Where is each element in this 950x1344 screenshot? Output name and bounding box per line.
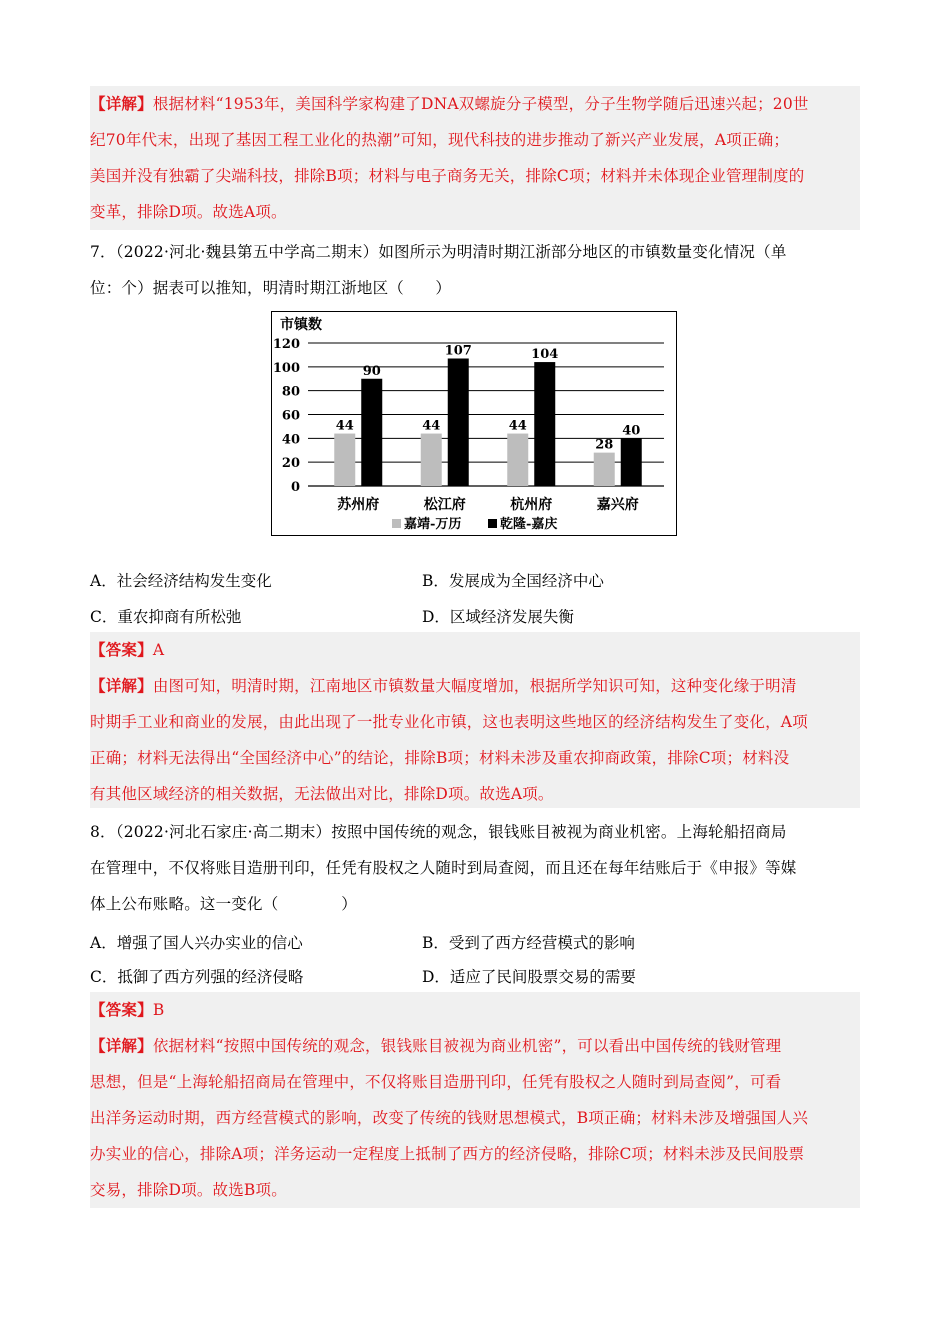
y-tick-label-80: 80 — [281, 384, 300, 400]
y-tick-label-100: 100 — [272, 360, 300, 376]
q6-detail-line-4: 变革，排除D项。故选A项。 — [90, 203, 287, 221]
y-tick-label-0: 0 — [290, 480, 300, 495]
data-label-松江府-嘉靖-万历: 44 — [422, 418, 441, 434]
bar-杭州府-乾隆-嘉庆 — [534, 362, 555, 486]
q6-detail-line-2: 纪70年代末，出现了基因工程工业化的热潮”可知，现代科技的进步推动了新兴产业发展，A项正确； — [90, 131, 790, 149]
legend-label-嘉靖-万历: 嘉靖-万历 — [404, 517, 462, 532]
data-label-杭州府-乾隆-嘉庆: 104 — [531, 347, 559, 363]
data-label-杭州府-嘉靖-万历: 44 — [508, 418, 527, 434]
y-tick-label-60: 60 — [281, 408, 300, 424]
bar-杭州府-嘉靖-万历 — [507, 434, 528, 486]
q8-stem-line-1: 8．（2022·河北石家庄·高二期末）按照中国传统的观念，银钱账目被视为商业机密。上海轮船招商局 — [90, 823, 787, 841]
q6-detail-line-3: 美国并没有独霸了尖端科技，排除B项；材料与电子商务无关，排除C项；材料并未体现企业管理制度的 — [90, 167, 805, 185]
x-tick-label-松江府: 松江府 — [423, 497, 466, 513]
q7-option-d[interactable]: D．区域经济发展失衡 — [422, 608, 574, 626]
bar-松江府-嘉靖-万历 — [421, 434, 442, 486]
q8-option-a[interactable]: A．增强了国人兴办实业的信心 — [90, 934, 303, 952]
bar-苏州府-乾隆-嘉庆 — [361, 379, 382, 486]
q8-detail-line-2: 思想，但是“上海轮船招商局在管理中，不仅将账目造册刊印，任凭有股权之人随时到局查阅”，可看 — [90, 1073, 782, 1091]
q8-answer-label: 【答案】 — [90, 1000, 153, 1019]
q8-detail-line-5: 交易，排除D项。故选B项。 — [90, 1181, 287, 1199]
q8-stem-line-2: 在管理中，不仅将账目造册刊印，任凭有股权之人随时到局查阅，而且还在每年结账后于《申报》等媒 — [90, 859, 797, 877]
q7-option-a[interactable]: A．社会经济结构发生变化 — [90, 572, 272, 590]
q7-option-b[interactable]: B．发展成为全国经济中心 — [422, 572, 604, 590]
bar-嘉兴府-乾隆-嘉庆 — [621, 438, 642, 486]
y-tick-label-120: 120 — [272, 337, 300, 352]
legend-swatch-乾隆-嘉庆 — [488, 519, 497, 528]
chart-y-axis-title: 市镇数 — [280, 317, 322, 333]
q7-detail-line-2: 时期手工业和商业的发展，由此出现了一批专业化市镇，这也表明这些地区的经济结构发生了变化，A项 — [90, 713, 808, 731]
q7-detail-line-3: 正确；材料无法得出“全国经济中心”的结论，排除B项；材料未涉及重农抑商政策，排除C项；材料没 — [90, 749, 790, 767]
y-tick-label-20: 20 — [281, 456, 300, 472]
bar-松江府-乾隆-嘉庆 — [448, 358, 469, 486]
q7-stem-line-1: 7．（2022·河北·魏县第五中学高二期末）如图所示为明清时期江浙部分地区的市镇数量变化情况（单 — [90, 243, 787, 261]
q7-detail-line-4: 有其他区域经济的相关数据，无法做出对比，排除D项。故选A项。 — [90, 785, 554, 803]
chart-svg — [272, 312, 675, 534]
q6-detail-line-1: 【详解】根据材料“1953年，美国科学家构建了DNA双螺旋分子模型，分子生物学随后迅速兴起；20世 — [90, 94, 809, 113]
q8-detail-line-4: 办实业的信心，排除A项；洋务运动一定程度上抵制了西方的经济侵略，排除C项；材料未涉及民间股票 — [90, 1145, 805, 1163]
legend-label-乾隆-嘉庆: 乾隆-嘉庆 — [500, 517, 558, 532]
q7-detail-label: 【详解】 — [90, 676, 153, 695]
y-tick-label-40: 40 — [281, 432, 300, 448]
x-tick-label-杭州府: 杭州府 — [510, 497, 553, 513]
data-label-嘉兴府-嘉靖-万历: 28 — [595, 437, 614, 453]
q7-detail-line-1: 【详解】由图可知，明清时期，江南地区市镇数量大幅度增加，根据所学知识可知，这种变化缘于明清 — [90, 676, 797, 695]
market-town-chart — [271, 311, 677, 536]
q8-stem — [90, 814, 860, 922]
data-label-嘉兴府-乾隆-嘉庆: 40 — [622, 423, 641, 439]
data-label-松江府-乾隆-嘉庆: 107 — [444, 343, 472, 359]
q7-option-c[interactable]: C．重农抑商有所松弛 — [90, 608, 242, 626]
q8-answer-line — [90, 992, 860, 1028]
q8-option-d[interactable]: D．适应了民间股票交易的需要 — [422, 968, 636, 986]
data-label-苏州府-乾隆-嘉庆: 90 — [362, 363, 381, 379]
q7-stem-line-2: 位：个）据表可以推知，明清时期江浙地区（ ） — [90, 279, 452, 297]
q8-answer-value: B — [152, 1001, 165, 1019]
q8-detail-label: 【详解】 — [90, 1036, 153, 1055]
bar-苏州府-嘉靖-万历 — [334, 434, 355, 486]
q8-option-b[interactable]: B．受到了西方经营模式的影响 — [422, 934, 635, 952]
q7-answer-label: 【答案】 — [90, 640, 153, 659]
q7-answer-block — [90, 632, 860, 808]
q8-detail-line-3: 出洋务运动时期，西方经营模式的影响，改变了传统的钱财思想模式，B项正确；材料未涉及增强国人兴 — [90, 1109, 809, 1127]
q7-answer-value: A — [152, 641, 165, 659]
data-label-苏州府-嘉靖-万历: 44 — [335, 418, 354, 434]
bar-嘉兴府-嘉靖-万历 — [594, 453, 615, 486]
q6-detail-block — [90, 86, 860, 230]
q8-detail-line-1: 【详解】依据材料“按照中国传统的观念，银钱账目被视为商业机密”，可以看出中国传统的钱财管理 — [90, 1036, 782, 1055]
q8-answer-block — [90, 992, 860, 1208]
q7-stem — [90, 234, 860, 306]
q8-stem-line-3: 体上公布账略。这一变化（ ） — [90, 895, 357, 913]
x-tick-label-苏州府: 苏州府 — [337, 497, 380, 513]
q7-answer-line — [90, 632, 860, 668]
legend-swatch-嘉靖-万历 — [392, 519, 401, 528]
x-tick-label-嘉兴府: 嘉兴府 — [596, 497, 639, 513]
q8-option-c[interactable]: C．抵御了西方列强的经济侵略 — [90, 968, 304, 986]
q6-detail-label: 【详解】 — [90, 94, 153, 113]
